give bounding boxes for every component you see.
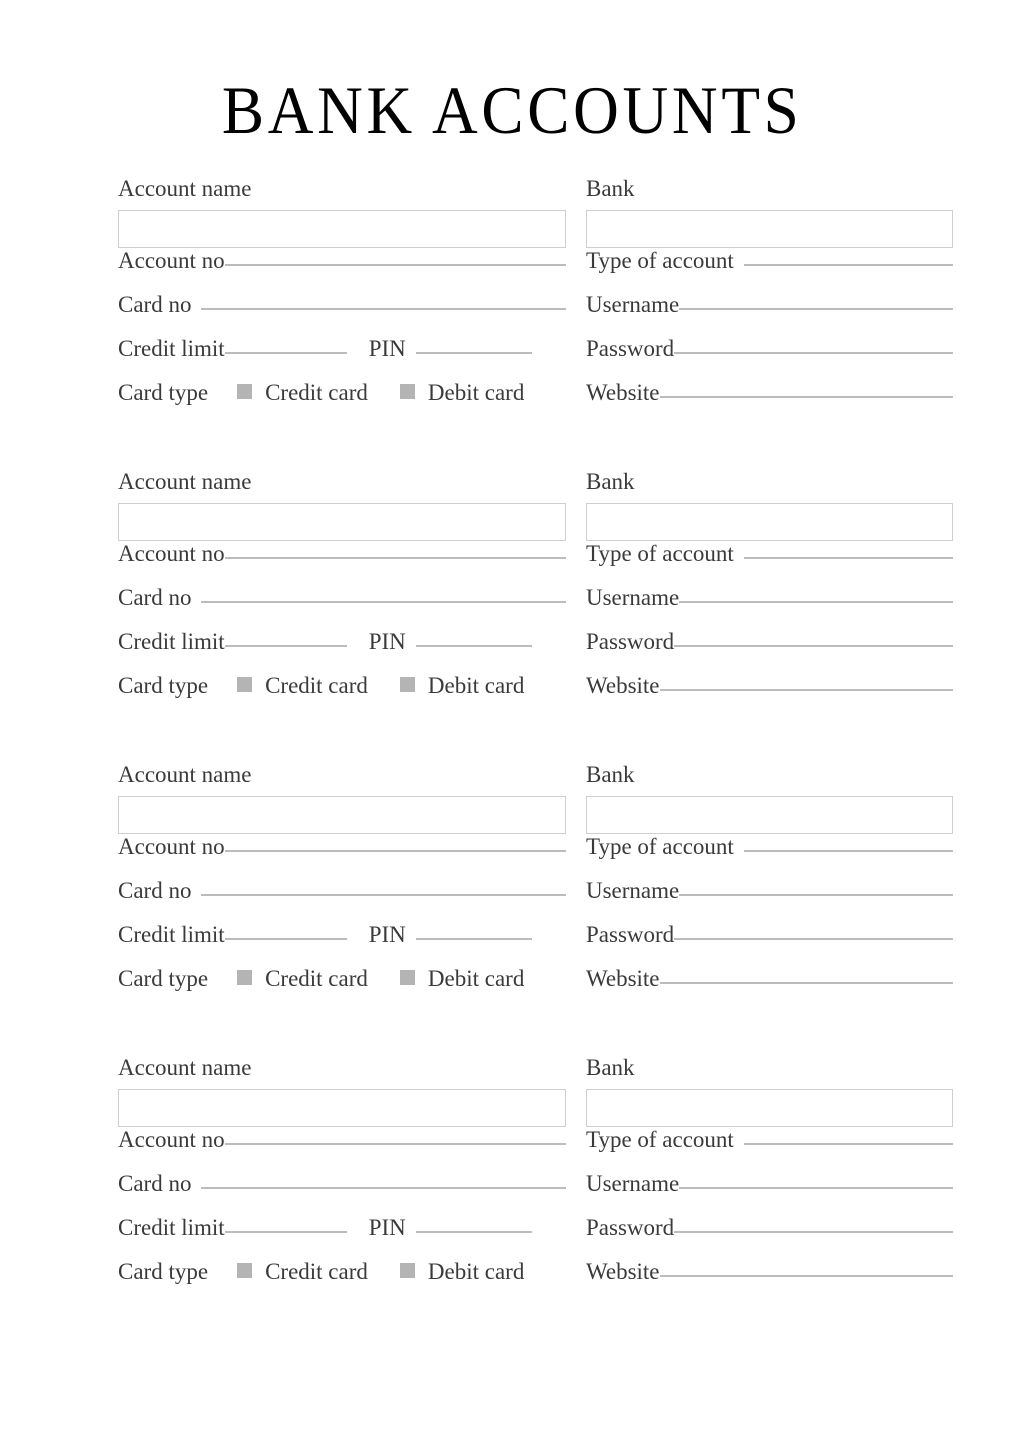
credit-limit-label: Credit limit <box>118 629 225 654</box>
card-no-field-group <box>118 1171 566 1215</box>
pin-input[interactable] <box>416 352 532 354</box>
username-input[interactable] <box>679 1187 953 1189</box>
account-name-input[interactable] <box>118 1089 566 1127</box>
username-input[interactable] <box>679 308 953 310</box>
card-no-label: Card no <box>118 585 192 610</box>
card-no-input[interactable] <box>201 308 566 310</box>
website-input[interactable] <box>660 1275 953 1277</box>
password-label: Password <box>586 336 675 361</box>
card-no-input[interactable] <box>201 1187 566 1189</box>
credit-limit-input[interactable] <box>225 352 347 354</box>
card-type-group <box>118 966 566 1010</box>
password-field-group <box>586 336 953 380</box>
bank-input[interactable] <box>586 210 953 248</box>
website-field-group <box>586 380 953 424</box>
type-of-account-field-group <box>586 248 953 292</box>
pin-input[interactable] <box>416 1231 532 1233</box>
bank-input[interactable] <box>586 1089 953 1127</box>
credit-limit-input[interactable] <box>225 645 347 647</box>
account-name-label: Account name <box>118 176 252 201</box>
username-label: Username <box>586 878 680 903</box>
account-name-input[interactable] <box>118 503 566 541</box>
type-of-account-field-group <box>586 834 953 878</box>
type-of-account-input[interactable] <box>744 850 953 852</box>
credit-card-label: Credit card <box>265 673 368 698</box>
account-no-input[interactable] <box>225 264 566 266</box>
account-no-field-group <box>118 248 566 292</box>
password-field-group <box>586 629 953 673</box>
bank-field-group <box>586 762 953 834</box>
credit-limit-pin-group <box>118 629 566 673</box>
card-type-group <box>118 1259 566 1303</box>
account-no-field-group <box>118 1127 566 1171</box>
password-input[interactable] <box>674 1231 953 1233</box>
password-label: Password <box>586 629 675 654</box>
bank-input[interactable] <box>586 796 953 834</box>
account-name-input[interactable] <box>118 210 566 248</box>
website-label: Website <box>586 1259 660 1284</box>
bank-label: Bank <box>586 469 635 494</box>
account-block-right-column <box>586 176 953 424</box>
page-title: BANK ACCOUNTS <box>221 72 803 148</box>
debit-card-label: Debit card <box>427 673 525 698</box>
website-field-group <box>586 966 953 1010</box>
type-of-account-input[interactable] <box>744 1143 953 1145</box>
account-block <box>0 762 1024 1055</box>
card-no-field-group <box>118 878 566 922</box>
account-no-label: Account no <box>118 248 225 273</box>
account-name-field-group <box>118 762 566 834</box>
debit-card-label: Debit card <box>427 380 525 405</box>
card-type-label: Card type <box>118 380 209 405</box>
website-label: Website <box>586 673 660 698</box>
username-label: Username <box>586 1171 680 1196</box>
website-input[interactable] <box>660 689 953 691</box>
type-of-account-label: Type of account <box>586 834 734 859</box>
account-name-input[interactable] <box>118 796 566 834</box>
card-no-label: Card no <box>118 292 192 317</box>
account-block-left-column <box>118 762 566 1010</box>
credit-limit-label: Credit limit <box>118 336 225 361</box>
website-field-group <box>586 673 953 717</box>
credit-limit-pin-group <box>118 336 566 380</box>
account-no-label: Account no <box>118 834 225 859</box>
debit-card-checkbox-icon[interactable] <box>400 677 415 692</box>
credit-limit-input[interactable] <box>225 938 347 940</box>
password-label: Password <box>586 922 675 947</box>
password-input[interactable] <box>674 645 953 647</box>
website-input[interactable] <box>660 982 953 984</box>
website-input[interactable] <box>660 396 953 398</box>
account-block-left-column <box>118 1055 566 1303</box>
credit-limit-pin-group <box>118 922 566 966</box>
account-no-label: Account no <box>118 1127 225 1152</box>
card-no-input[interactable] <box>201 894 566 896</box>
username-input[interactable] <box>679 894 953 896</box>
type-of-account-label: Type of account <box>586 1127 734 1152</box>
bank-input[interactable] <box>586 503 953 541</box>
bank-label: Bank <box>586 1055 635 1080</box>
account-name-field-group <box>118 1055 566 1127</box>
account-no-field-group <box>118 834 566 878</box>
account-no-label: Account no <box>118 541 225 566</box>
bank-field-group <box>586 176 953 248</box>
debit-card-checkbox-icon[interactable] <box>400 1263 415 1278</box>
debit-card-label: Debit card <box>427 966 525 991</box>
password-label: Password <box>586 1215 675 1240</box>
bank-field-group <box>586 469 953 541</box>
pin-label: PIN <box>368 1215 406 1240</box>
account-block-left-column <box>118 176 566 424</box>
type-of-account-input[interactable] <box>744 557 953 559</box>
bank-label: Bank <box>586 762 635 787</box>
pin-label: PIN <box>368 336 406 361</box>
account-block-left-column <box>118 469 566 717</box>
pin-input[interactable] <box>416 645 532 647</box>
account-name-label: Account name <box>118 1055 252 1080</box>
card-no-field-group <box>118 585 566 629</box>
credit-limit-label: Credit limit <box>118 1215 225 1240</box>
username-field-group <box>586 878 953 922</box>
credit-card-checkbox-icon[interactable] <box>237 1263 252 1278</box>
website-label: Website <box>586 966 660 991</box>
pin-label: PIN <box>368 629 406 654</box>
account-blocks-container <box>0 176 1024 1348</box>
pin-input[interactable] <box>416 938 532 940</box>
credit-card-label: Credit card <box>265 1259 368 1284</box>
account-name-field-group <box>118 469 566 541</box>
account-block <box>0 469 1024 762</box>
password-input[interactable] <box>674 352 953 354</box>
bank-label: Bank <box>586 176 635 201</box>
pin-label: PIN <box>368 922 406 947</box>
debit-card-checkbox-icon[interactable] <box>400 384 415 399</box>
username-label: Username <box>586 292 680 317</box>
account-name-field-group <box>118 176 566 248</box>
account-no-field-group <box>118 541 566 585</box>
credit-limit-input[interactable] <box>225 1231 347 1233</box>
bank-field-group <box>586 1055 953 1127</box>
debit-card-checkbox-icon[interactable] <box>400 970 415 985</box>
card-type-group <box>118 380 566 424</box>
account-no-input[interactable] <box>225 557 566 559</box>
username-field-group <box>586 1171 953 1215</box>
account-block <box>0 176 1024 469</box>
password-field-group <box>586 1215 953 1259</box>
website-field-group <box>586 1259 953 1303</box>
username-field-group <box>586 585 953 629</box>
website-label: Website <box>586 380 660 405</box>
card-no-label: Card no <box>118 878 192 903</box>
type-of-account-field-group <box>586 1127 953 1171</box>
password-input[interactable] <box>674 938 953 940</box>
account-block-right-column <box>586 469 953 717</box>
credit-card-checkbox-icon[interactable] <box>237 970 252 985</box>
username-field-group <box>586 292 953 336</box>
account-block-right-column <box>586 762 953 1010</box>
username-label: Username <box>586 585 680 610</box>
card-type-label: Card type <box>118 673 209 698</box>
type-of-account-input[interactable] <box>744 264 953 266</box>
account-block <box>0 1055 1024 1348</box>
type-of-account-label: Type of account <box>586 248 734 273</box>
credit-limit-label: Credit limit <box>118 922 225 947</box>
account-name-label: Account name <box>118 762 252 787</box>
card-type-label: Card type <box>118 966 209 991</box>
account-block-right-column <box>586 1055 953 1303</box>
password-field-group <box>586 922 953 966</box>
account-name-label: Account name <box>118 469 252 494</box>
page-title-container <box>0 74 1024 146</box>
credit-card-checkbox-icon[interactable] <box>237 677 252 692</box>
credit-card-checkbox-icon[interactable] <box>237 384 252 399</box>
credit-limit-pin-group <box>118 1215 566 1259</box>
account-no-input[interactable] <box>225 850 566 852</box>
card-no-input[interactable] <box>201 601 566 603</box>
card-no-field-group <box>118 292 566 336</box>
username-input[interactable] <box>679 601 953 603</box>
debit-card-label: Debit card <box>427 1259 525 1284</box>
card-type-label: Card type <box>118 1259 209 1284</box>
credit-card-label: Credit card <box>265 380 368 405</box>
credit-card-label: Credit card <box>265 966 368 991</box>
account-no-input[interactable] <box>225 1143 566 1145</box>
card-no-label: Card no <box>118 1171 192 1196</box>
type-of-account-field-group <box>586 541 953 585</box>
card-type-group <box>118 673 566 717</box>
type-of-account-label: Type of account <box>586 541 734 566</box>
